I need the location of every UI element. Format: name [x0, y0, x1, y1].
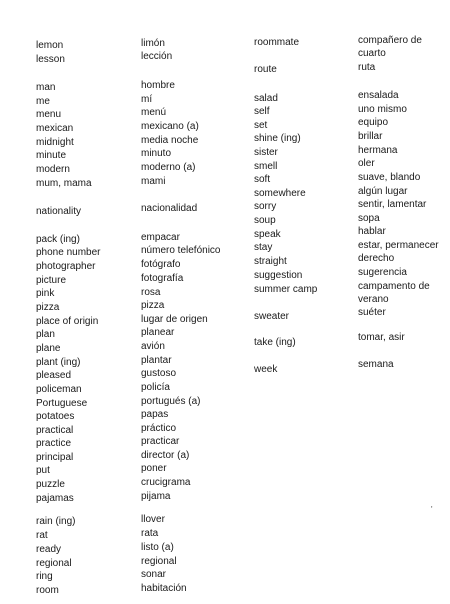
spanish-translation: hablar [358, 226, 386, 237]
spanish-translation-continued: verano [358, 294, 389, 305]
english-term: stay [254, 242, 273, 253]
english-term: practical [36, 425, 74, 436]
spanish-translation: oler [358, 158, 375, 169]
english-term: smell [254, 161, 278, 172]
english-term: Portuguese [36, 398, 88, 409]
spanish-translation: sugerencia [358, 267, 407, 278]
spanish-translation: habitación [141, 583, 187, 594]
english-term: rat [36, 530, 48, 541]
english-term: put [36, 465, 50, 476]
english-term: modern [36, 164, 70, 175]
english-term: midnight [36, 137, 74, 148]
english-term: self [254, 106, 270, 117]
english-term: pack (ing) [36, 234, 80, 245]
english-term: speak [254, 229, 281, 240]
english-term: soft [254, 174, 271, 185]
spanish-translation: semana [358, 359, 394, 370]
spanish-translation: uno mismo [358, 104, 407, 115]
english-term: route [254, 64, 277, 75]
english-term: mum, mama [36, 178, 92, 189]
spanish-translation: lugar de origen [141, 314, 208, 325]
spanish-translation: estar, permanecer [358, 240, 439, 251]
english-term: plan [36, 329, 55, 340]
spanish-translation: derecho [358, 253, 395, 264]
english-term: pizza [36, 302, 60, 313]
spanish-translation: pijama [141, 491, 171, 502]
spanish-translation: planear [141, 327, 175, 338]
english-term: shine (ing) [254, 133, 301, 144]
english-term: somewhere [254, 188, 306, 199]
spanish-translation: lección [141, 51, 173, 62]
english-term: place of origin [36, 316, 99, 327]
spanish-translation: sonar [141, 569, 167, 580]
english-term: take (ing) [254, 337, 296, 348]
spanish-translation: crucigrama [141, 477, 191, 488]
spanish-translation: brillar [358, 131, 383, 142]
spanish-translation: suéter [358, 307, 386, 318]
spanish-translation: pizza [141, 300, 165, 311]
english-term: sorry [254, 201, 277, 212]
english-term: potatoes [36, 411, 75, 422]
english-term: roommate [254, 37, 300, 48]
spanish-translation: portugués (a) [141, 396, 201, 407]
spanish-translation: menú [141, 107, 167, 118]
spanish-translation: minuto [141, 148, 172, 159]
spanish-translation: fotógrafo [141, 259, 181, 270]
spanish-translation-continued: cuarto [358, 48, 386, 59]
spanish-translation: mexicano (a) [141, 121, 199, 132]
english-term: pajamas [36, 493, 74, 504]
spanish-translation: practicar [141, 436, 180, 447]
spanish-translation: ruta [358, 62, 376, 73]
spanish-translation: hermana [358, 145, 398, 156]
english-term: plant (ing) [36, 357, 81, 368]
english-term: suggestion [254, 270, 303, 281]
english-term: sweater [254, 311, 290, 322]
english-term: summer camp [254, 284, 318, 295]
english-term: ring [36, 571, 53, 582]
english-term: photographer [36, 261, 96, 272]
spanish-translation: rosa [141, 287, 161, 298]
spanish-translation: fotografía [141, 273, 184, 284]
english-term: nationality [36, 206, 82, 217]
english-term: phone number [36, 247, 101, 258]
spanish-translation: gustoso [141, 368, 177, 379]
spanish-translation: regional [141, 556, 177, 567]
spanish-translation: hombre [141, 80, 175, 91]
spanish-translation: tomar, asir [358, 332, 405, 343]
english-term: practice [36, 438, 72, 449]
spanish-translation: avión [141, 341, 165, 352]
spanish-translation: suave, blando [358, 172, 421, 183]
spanish-translation: compañero de [358, 35, 422, 46]
spanish-translation: limón [141, 38, 165, 49]
spanish-translation: sopa [358, 213, 380, 224]
english-term: minute [36, 150, 67, 161]
stray-mark: ' [431, 505, 433, 514]
spanish-translation: policía [141, 382, 170, 393]
english-term: principal [36, 452, 74, 463]
english-term: week [254, 364, 278, 375]
english-term: pink [36, 288, 55, 299]
spanish-translation: rata [141, 528, 159, 539]
spanish-translation: plantar [141, 355, 172, 366]
english-term: sister [254, 147, 278, 158]
english-term: pleased [36, 370, 72, 381]
spanish-translation: campamento de [358, 281, 430, 292]
spanish-translation: algún lugar [358, 186, 408, 197]
english-term: man [36, 82, 56, 93]
english-term: me [36, 96, 50, 107]
spanish-translation: poner [141, 463, 167, 474]
spanish-translation: equipo [358, 117, 389, 128]
spanish-translation: llover [141, 514, 165, 525]
english-term: rain (ing) [36, 516, 76, 527]
spanish-translation: moderno (a) [141, 162, 196, 173]
spanish-translation: práctico [141, 423, 177, 434]
spanish-translation: nacionalidad [141, 203, 198, 214]
english-term: room [36, 585, 59, 596]
spanish-translation: media noche [141, 135, 199, 146]
english-term: ready [36, 544, 62, 555]
spanish-translation: sentir, lamentar [358, 199, 427, 210]
spanish-translation: mí [141, 94, 153, 105]
english-term: menu [36, 109, 62, 120]
english-term: lesson [36, 54, 65, 65]
spanish-translation: ensalada [358, 90, 399, 101]
english-term: mexican [36, 123, 74, 134]
english-term: plane [36, 343, 61, 354]
english-term: puzzle [36, 479, 65, 490]
spanish-translation: papas [141, 409, 169, 420]
spanish-translation: director (a) [141, 450, 190, 461]
english-term: regional [36, 558, 72, 569]
spanish-translation: número telefónico [141, 245, 221, 256]
english-term: set [254, 120, 268, 131]
english-term: straight [254, 256, 287, 267]
english-term: policeman [36, 384, 82, 395]
spanish-translation: listo (a) [141, 542, 174, 553]
spanish-translation: mami [141, 176, 166, 187]
english-term: soup [254, 215, 276, 226]
english-term: picture [36, 275, 67, 286]
english-term: lemon [36, 40, 64, 51]
spanish-translation: empacar [141, 232, 180, 243]
english-term: salad [254, 93, 278, 104]
